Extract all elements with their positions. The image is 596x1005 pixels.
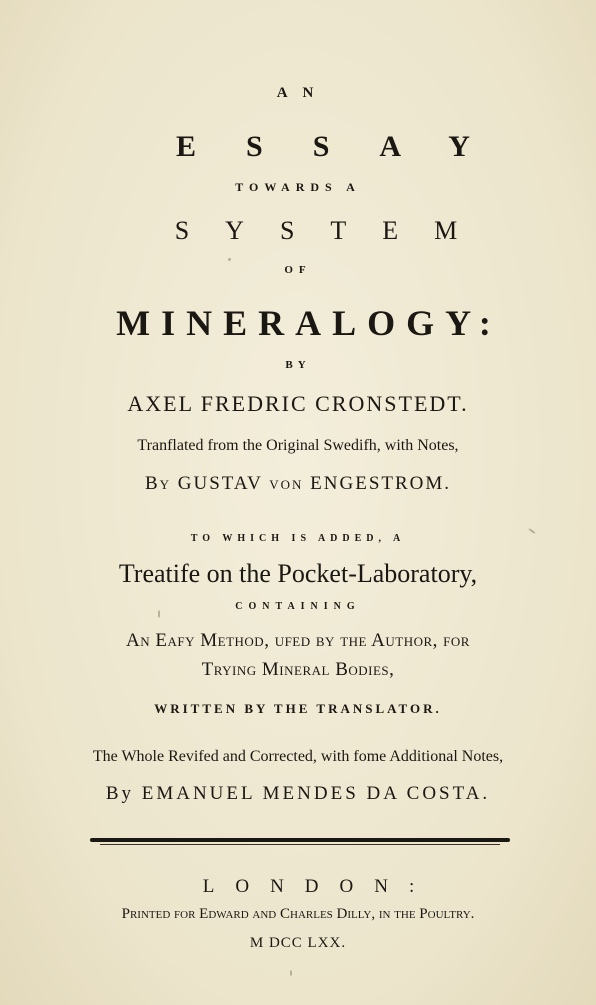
- translator-name: By GUSTAV von ENGESTROM.: [144, 473, 452, 494]
- heading-of: OF: [284, 264, 312, 276]
- divider-rule: [90, 836, 510, 846]
- revised-note: The Whole Revifed and Corrected, with fome Additional Notes,: [92, 748, 504, 765]
- heading-mineralogy: MINERALOGY:: [116, 303, 502, 343]
- author-name: AXEL FREDRIC CRONSTEDT.: [127, 391, 469, 416]
- paper-speck: [158, 610, 160, 618]
- imprint-date: M DCC LXX.: [249, 935, 347, 951]
- heading-system: SYSTEM: [174, 216, 494, 245]
- written-by-note: WRITTEN BY THE TRANSLATOR.: [154, 701, 442, 716]
- paper-speck: [228, 258, 231, 261]
- imprint-place: LONDON:: [202, 876, 436, 897]
- treatise-title: Treatife on the Pocket-Laboratory,: [118, 559, 478, 588]
- heading-essay: ESSAY: [176, 130, 520, 163]
- editor-name: By EMANUEL MENDES DA COSTA.: [105, 783, 491, 804]
- heading-towards: TOWARDS A: [235, 180, 361, 194]
- heading-by: BY: [285, 359, 311, 371]
- easy-method-line: An Eafy Method, ufed by the Author, for: [126, 630, 470, 651]
- imprint-printer: Printed for Edward and Charles Dilly, in the Poultry.: [121, 906, 475, 922]
- trying-line: Trying Mineral Bodies,: [201, 659, 395, 680]
- divider-thin-line: [100, 844, 500, 845]
- paper-speck: [290, 970, 292, 976]
- heading-an: A N: [276, 85, 320, 101]
- added-note: TO WHICH IS ADDED, A: [190, 533, 406, 544]
- divider-thick-line: [90, 838, 510, 842]
- translation-note: Tranflated from the Original Swedifh, with Notes,: [137, 437, 459, 454]
- containing-note: CONTAINING: [235, 601, 361, 612]
